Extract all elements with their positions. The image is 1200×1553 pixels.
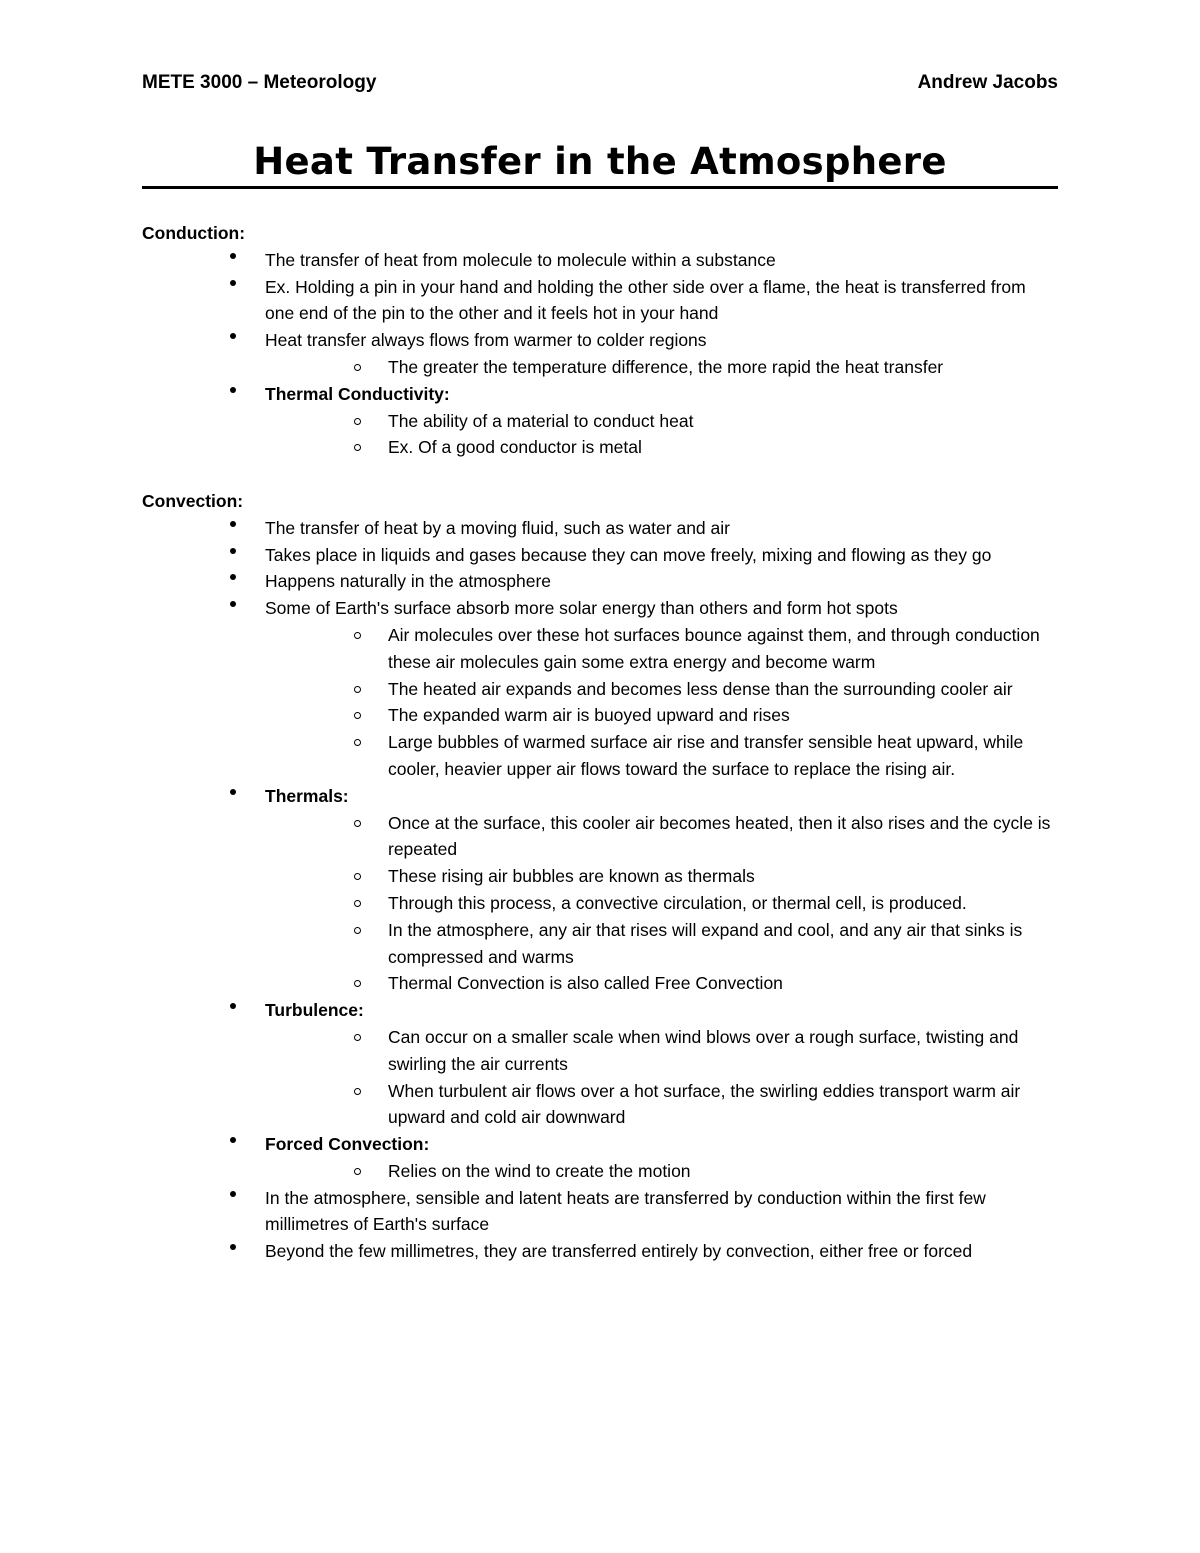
- sub-list-item: Ex. Of a good conductor is metal: [142, 434, 1058, 461]
- page-title: Heat Transfer in the Atmosphere: [253, 140, 947, 183]
- list-item: The transfer of heat by a moving fluid, such as water and air: [142, 515, 1058, 542]
- course-header: METE 3000 – Meteorology: [142, 72, 377, 93]
- list-item: Takes place in liquids and gases because they can move freely, mixing and flowing as they go: [142, 542, 1058, 569]
- list-item: Ex. Holding a pin in your hand and holding the other side over a flame, the heat is transferred from one end of the pin to the other and it feels hot in your hand: [142, 274, 1058, 328]
- list-item: In the atmosphere, sensible and latent heats are transferred by conduction within the first few millimetres of Earth's surface: [142, 1185, 1058, 1239]
- sub-list-item: Air molecules over these hot surfaces bounce against them, and through conduction these air molecules gain some extra energy and become warm: [142, 622, 1058, 676]
- list-item: Some of Earth's surface absorb more solar energy than others and form hot spots: [142, 595, 1058, 622]
- sub-list-item: When turbulent air flows over a hot surface, the swirling eddies transport warm air upward and cold air downward: [142, 1078, 1058, 1132]
- sub-list-item: These rising air bubbles are known as thermals: [142, 863, 1058, 890]
- author-header: Andrew Jacobs: [917, 72, 1058, 93]
- sub-list-item: Can occur on a smaller scale when wind blows over a rough surface, twisting and swirling the air currents: [142, 1024, 1058, 1078]
- sub-list-item: Large bubbles of warmed surface air rise and transfer sensible heat upward, while cooler, heavier upper air flows toward the surface to replace the rising air.: [142, 729, 1058, 783]
- sub-list-item: The expanded warm air is buoyed upward and rises: [142, 702, 1058, 729]
- list-item: Beyond the few millimetres, they are transferred entirely by convection, either free or forced: [142, 1238, 1058, 1265]
- turbulence-label: Turbulence:: [142, 997, 1058, 1024]
- thermals-label: Thermals:: [142, 783, 1058, 810]
- convection-heading: Convection:: [142, 490, 244, 511]
- title-underline: [142, 186, 1058, 189]
- list-item: Happens naturally in the atmosphere: [142, 568, 1058, 595]
- section-spacer: [142, 461, 1058, 488]
- sub-list-item: In the atmosphere, any air that rises will expand and cool, and any air that sinks is compressed and warms: [142, 917, 1058, 971]
- sub-list-item: The ability of a material to conduct heat: [142, 408, 1058, 435]
- conduction-heading: Conduction:: [142, 223, 246, 243]
- sub-list-item: Through this process, a convective circulation, or thermal cell, is produced.: [142, 890, 1058, 917]
- sub-list-item: Once at the surface, this cooler air becomes heated, then it also rises and the cycle is repeated: [142, 810, 1058, 864]
- list-item: Heat transfer always flows from warmer to colder regions: [142, 327, 1058, 354]
- sub-list-item: Thermal Convection is also called Free Convection: [142, 970, 1058, 997]
- notes-body: [142, 220, 1058, 1265]
- sub-list-item: Relies on the wind to create the motion: [142, 1158, 1058, 1185]
- sub-list-item: The greater the temperature difference, the more rapid the heat transfer: [142, 354, 1058, 381]
- list-item: The transfer of heat from molecule to molecule within a substance: [142, 247, 1058, 274]
- thermal-conductivity-label: Thermal Conductivity:: [142, 381, 1058, 408]
- sub-list-item: The heated air expands and becomes less dense than the surrounding cooler air: [142, 676, 1058, 703]
- forced-convection-label: Forced Convection:: [142, 1131, 1058, 1158]
